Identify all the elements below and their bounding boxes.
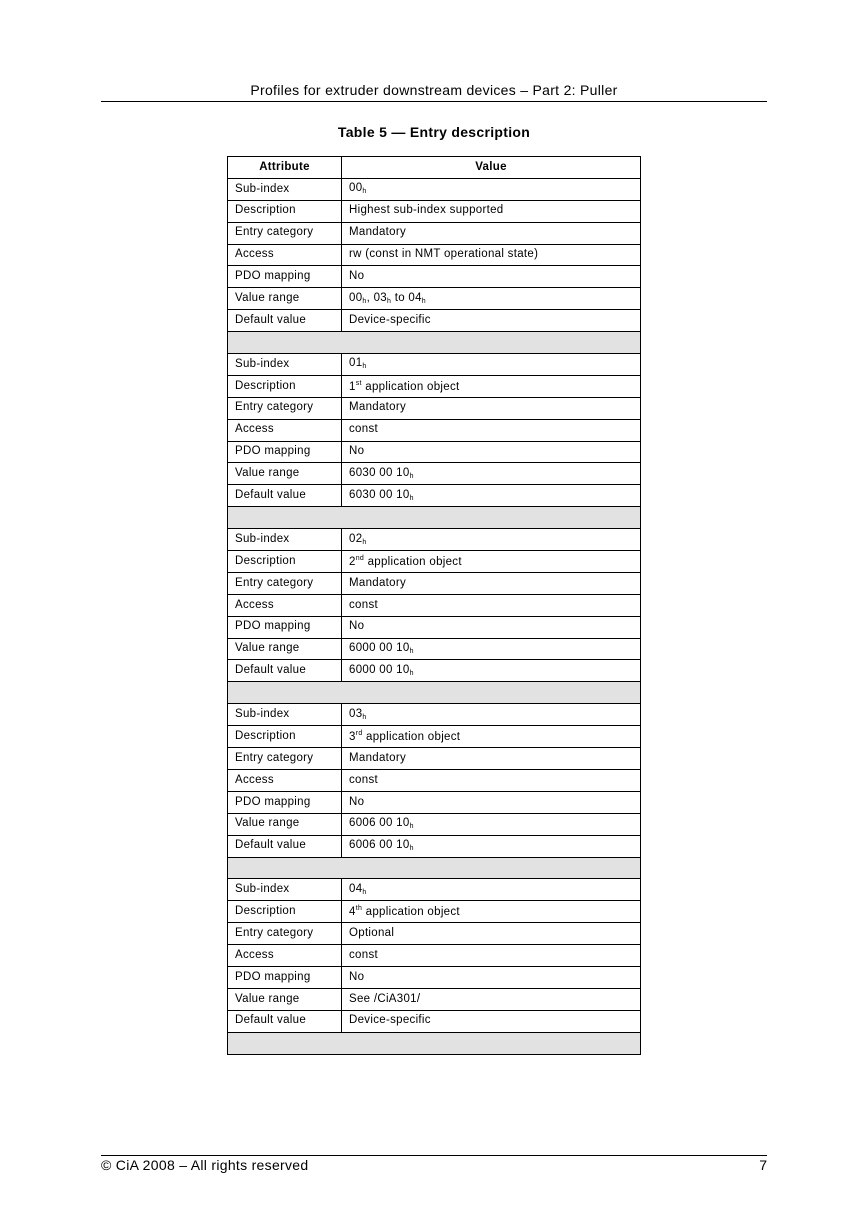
value-text: application object [364,555,462,568]
value-cell [342,813,641,835]
table-row [228,704,641,726]
subscript-text: h [409,823,414,831]
subscript-text: h [387,297,392,305]
attribute-cell: Value range [228,288,342,310]
value-text: 6006 00 10 [349,839,410,852]
table-row [228,200,641,222]
table-row [228,397,641,419]
subscript-text: h [362,297,367,305]
value-text: const [349,423,378,436]
value-text: 00 [349,182,363,195]
value-cell [342,419,641,441]
attribute-cell: Access [228,594,342,616]
separator-row [228,507,641,529]
value-cell [342,594,641,616]
value-text: 2 [349,555,356,568]
value-cell [342,726,641,748]
attribute-cell: Value range [228,813,342,835]
table-row [228,988,641,1010]
separator-cell [228,507,641,529]
table-header-row [228,157,641,179]
table-row [228,551,641,573]
value-cell [342,485,641,507]
value-cell [342,660,641,682]
table-row [228,879,641,901]
attribute-cell: Sub-index [228,529,342,551]
value-cell [342,288,641,310]
value-cell [342,266,641,288]
value-text: rw (const in NMT operational state) [349,248,539,261]
table-row [228,594,641,616]
value-text: Mandatory [349,226,407,239]
page-header: Profiles for extruder downstream devices – Part 2: Puller [250,82,618,98]
subscript-text: h [362,188,367,196]
value-cell [342,879,641,901]
attribute-cell: Sub-index [228,704,342,726]
value-text: 00 [349,291,363,304]
value-text: 02 [349,532,363,545]
subscript-text: h [362,888,367,896]
table-row [228,748,641,770]
value-text: 03 [349,707,363,720]
table-row [228,966,641,988]
value-text: , 03 [366,291,387,304]
value-text: 3 [349,730,356,743]
table-row [228,485,641,507]
value-text: No [349,620,365,633]
attribute-cell: Sub-index [228,354,342,376]
value-text: Optional [349,926,395,939]
value-text: to 04 [391,291,422,304]
subscript-text: h [409,494,414,502]
subscript-text: h [421,297,426,305]
table-row [228,529,641,551]
value-text: application object [361,380,460,393]
attribute-cell: Default value [228,660,342,682]
value-text: const [349,773,378,786]
attribute-cell: Sub-index [228,178,342,200]
table-row [228,441,641,463]
subscript-text: h [362,538,367,546]
table-row [228,835,641,857]
value-cell [342,572,641,594]
separator-cell [228,332,641,354]
table-body [228,178,641,1054]
attribute-cell: Description [228,901,342,923]
attribute-cell: Value range [228,638,342,660]
attribute-cell: Default value [228,1010,342,1032]
value-text: 01 [349,357,363,370]
table-row [228,769,641,791]
table-row [228,572,641,594]
separator-row [228,682,641,704]
attribute-cell: Entry category [228,572,342,594]
superscript-text: rd [355,729,363,737]
value-cell [342,923,641,945]
value-text: application object [362,905,460,918]
value-text: No [349,270,365,283]
table-row [228,419,641,441]
subscript-text: h [409,648,414,656]
table-row [228,354,641,376]
separator-row [228,1032,641,1054]
value-text: 04 [349,882,363,895]
attribute-cell: Description [228,200,342,222]
attribute-cell: Entry category [228,748,342,770]
attribute-cell: PDO mapping [228,966,342,988]
attribute-cell: Access [228,769,342,791]
column-header-value: Value [342,157,641,179]
table-row [228,1010,641,1032]
value-cell [342,616,641,638]
value-cell [342,529,641,551]
attribute-cell: Default value [228,485,342,507]
table-row [228,791,641,813]
table-row [228,616,641,638]
table-row [228,901,641,923]
table-row [228,660,641,682]
value-text: Highest sub-index supported [349,204,504,217]
value-cell [342,310,641,332]
table-row [228,726,641,748]
attribute-cell: Sub-index [228,879,342,901]
value-text: 6030 00 10 [349,488,410,501]
value-text: No [349,970,365,983]
attribute-cell: PDO mapping [228,441,342,463]
separator-cell [228,857,641,879]
table-row [228,923,641,945]
attribute-cell: Entry category [228,923,342,945]
value-cell [342,791,641,813]
value-text: 4 [349,905,356,918]
attribute-cell: Description [228,375,342,397]
attribute-cell: Access [228,419,342,441]
value-cell [342,551,641,573]
attribute-cell: PDO mapping [228,791,342,813]
separator-cell [228,1032,641,1054]
value-cell [342,988,641,1010]
attribute-cell: Default value [228,835,342,857]
value-text: Mandatory [349,751,407,764]
superscript-text: nd [355,554,365,562]
value-text: Mandatory [349,401,407,414]
value-text: Mandatory [349,576,407,589]
attribute-cell: Entry category [228,222,342,244]
header-rule [101,101,767,102]
superscript-text: st [355,379,362,387]
attribute-cell: Description [228,726,342,748]
value-cell [342,1010,641,1032]
value-text: Device-specific [349,313,431,326]
value-text: No [349,445,365,458]
table-caption: Table 5 — Entry description [337,124,531,140]
value-cell [342,704,641,726]
separator-row [228,857,641,879]
table-row [228,945,641,967]
value-cell [342,748,641,770]
attribute-cell: Value range [228,463,342,485]
subscript-text: h [409,669,414,677]
attribute-cell: Access [228,945,342,967]
value-cell [342,244,641,266]
value-text: See /CiA301/ [349,992,421,1005]
table-row [228,813,641,835]
table-row [228,178,641,200]
value-text: 6030 00 10 [349,466,410,479]
value-cell [342,222,641,244]
page-number: 7 [759,1157,767,1173]
table-row [228,266,641,288]
table-row [228,222,641,244]
table-row [228,288,641,310]
superscript-text: th [355,904,363,912]
value-cell [342,200,641,222]
attribute-cell: Value range [228,988,342,1010]
value-cell [342,945,641,967]
table-row [228,244,641,266]
subscript-text: h [362,713,367,721]
value-text: 6000 00 10 [349,642,410,655]
value-cell [342,463,641,485]
attribute-cell: Description [228,551,342,573]
value-text: application object [362,730,461,743]
value-text: No [349,795,365,808]
value-cell [342,835,641,857]
value-text: Device-specific [349,1014,431,1027]
value-text: const [349,598,378,611]
value-cell [342,769,641,791]
entry-description-table [227,156,641,1055]
attribute-cell: PDO mapping [228,266,342,288]
attribute-cell: Entry category [228,397,342,419]
attribute-cell: Default value [228,310,342,332]
value-cell [342,966,641,988]
value-cell [342,375,641,397]
footer-copyright: © CiA 2008 – All rights reserved [101,1157,309,1173]
separator-cell [228,682,641,704]
footer-rule [101,1155,767,1156]
subscript-text: h [362,363,367,371]
value-text: 6000 00 10 [349,663,410,676]
table-row [228,310,641,332]
value-text: 1 [349,380,356,393]
value-cell [342,638,641,660]
value-cell [342,901,641,923]
subscript-text: h [409,472,414,480]
table-row [228,638,641,660]
attribute-cell: PDO mapping [228,616,342,638]
value-cell [342,178,641,200]
value-text: const [349,948,378,961]
table-row [228,375,641,397]
separator-row [228,332,641,354]
value-text: 6006 00 10 [349,817,410,830]
subscript-text: h [409,845,414,853]
attribute-cell: Access [228,244,342,266]
value-cell [342,397,641,419]
value-cell [342,354,641,376]
table-row [228,463,641,485]
column-header-attribute: Attribute [228,157,342,179]
value-cell [342,441,641,463]
